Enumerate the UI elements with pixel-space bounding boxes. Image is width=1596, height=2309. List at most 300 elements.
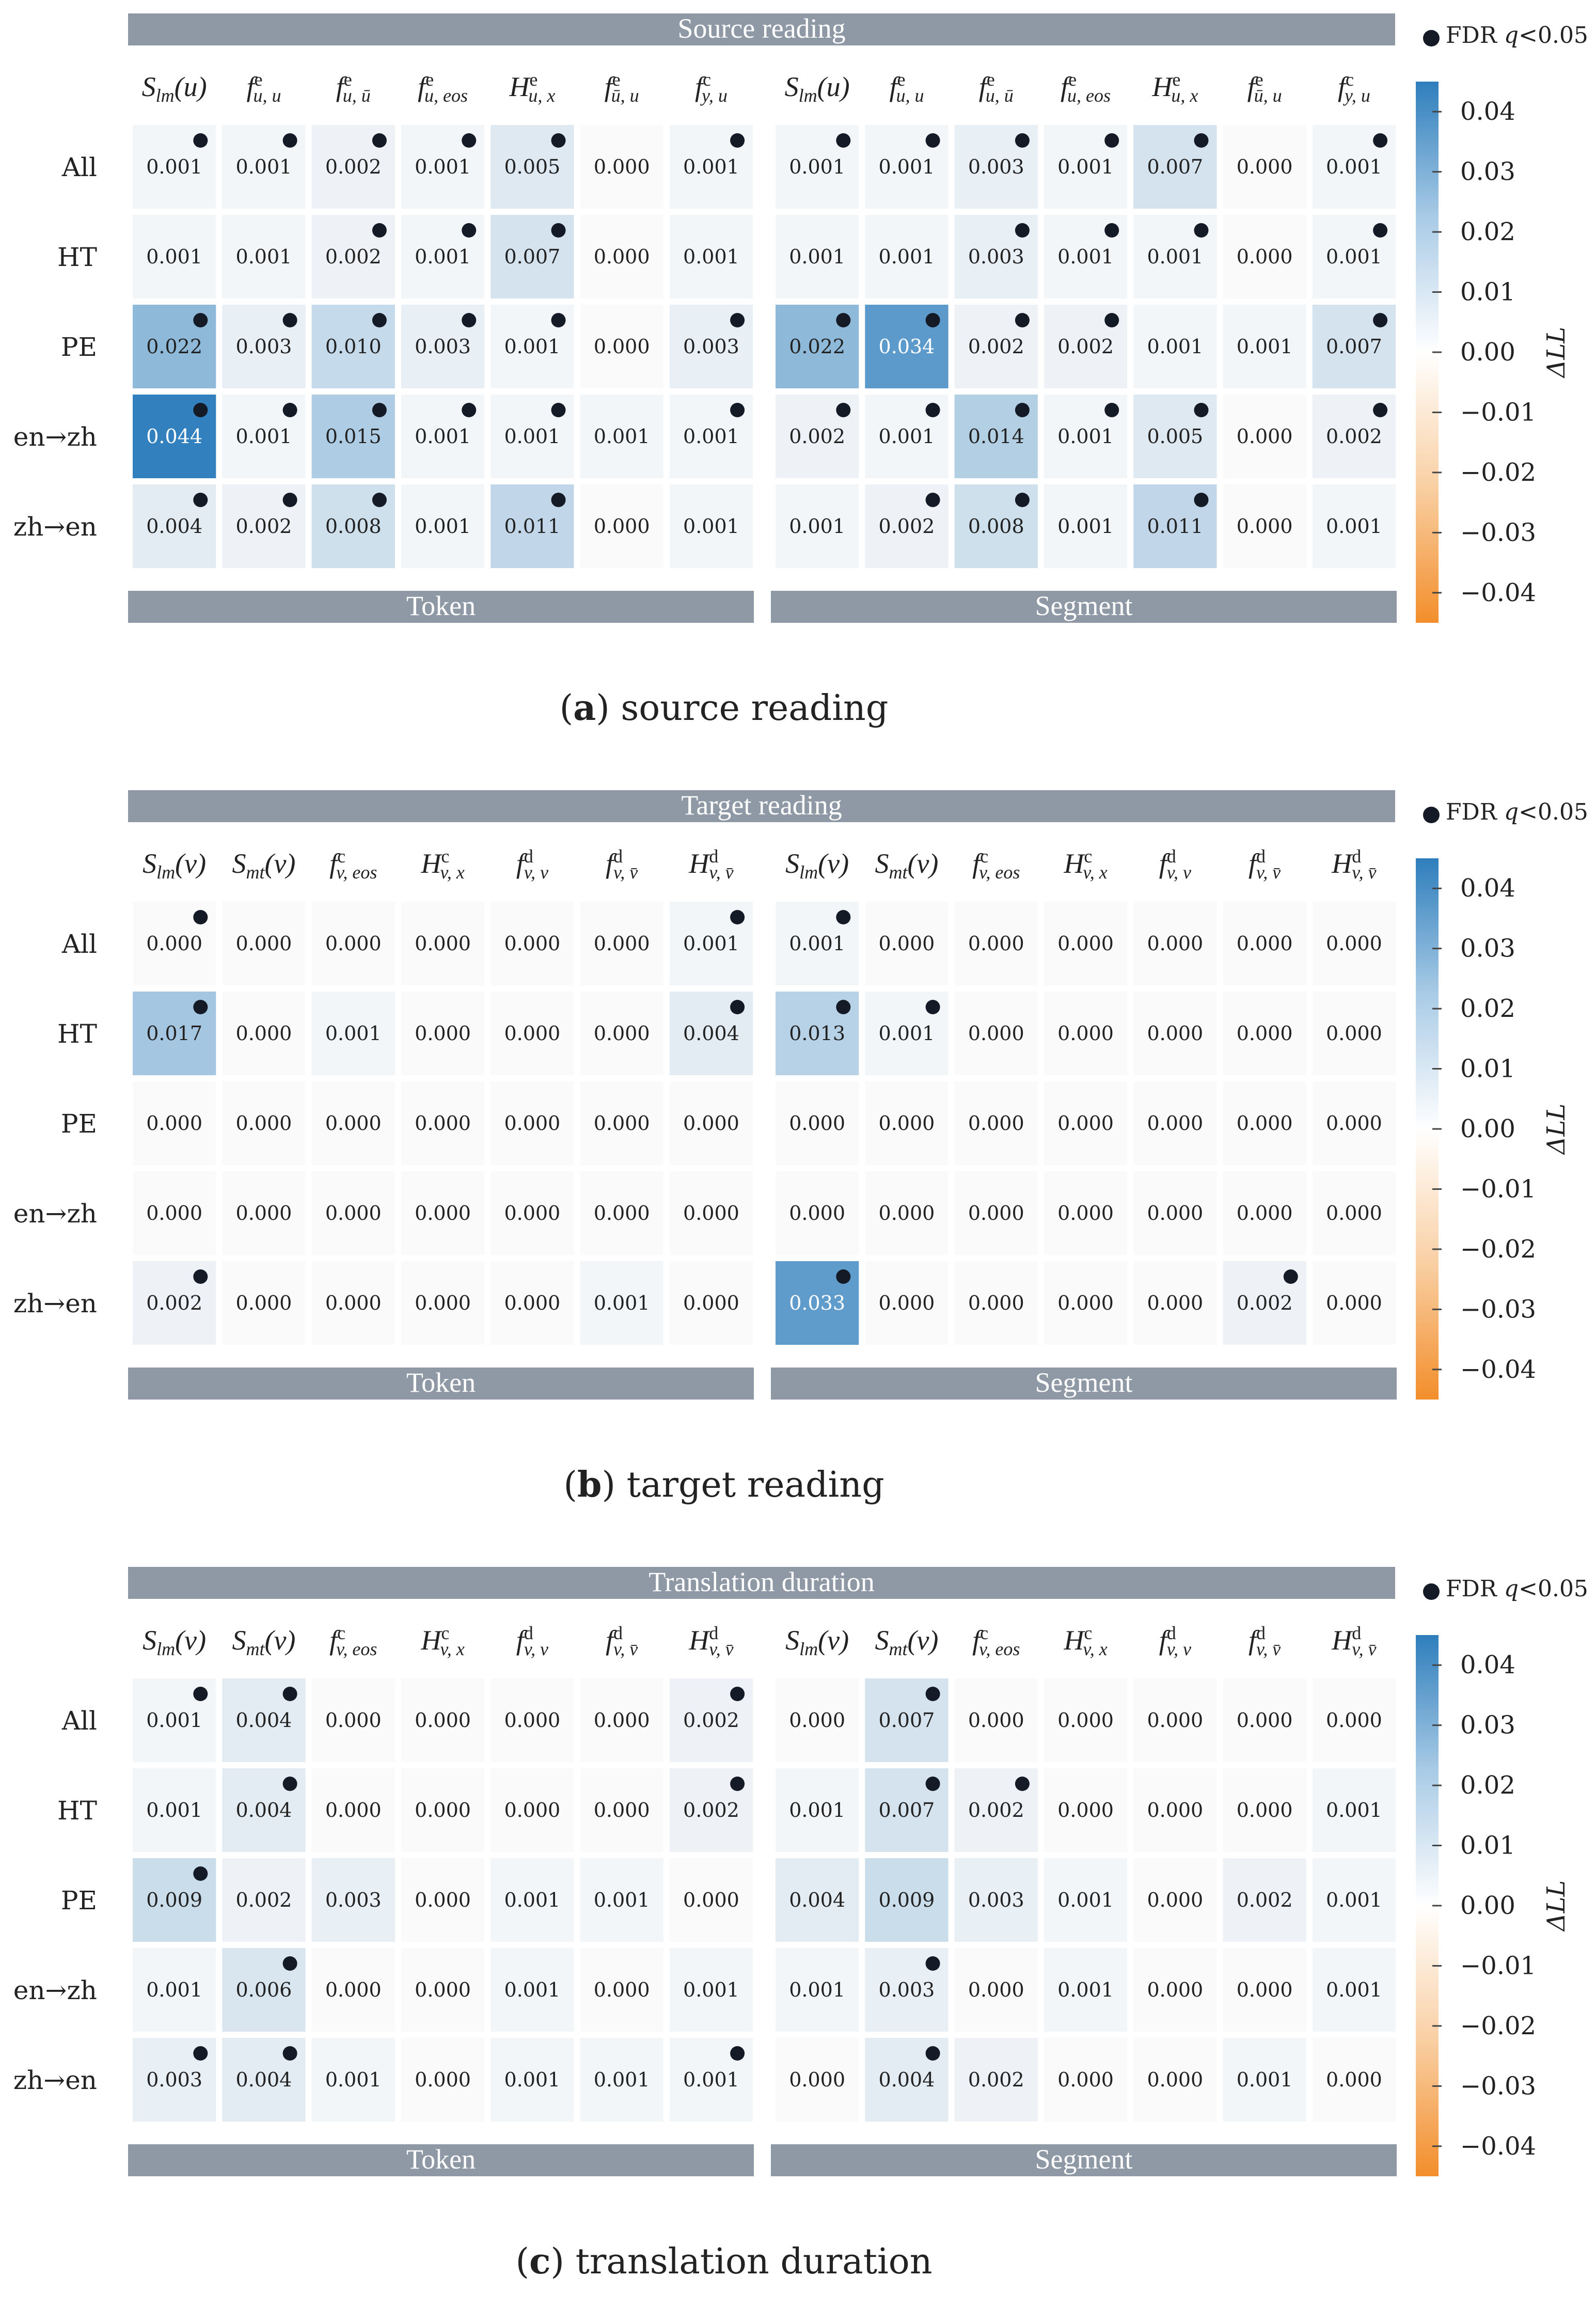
col-sub: y, u	[701, 85, 728, 106]
column-header	[605, 69, 639, 106]
cell-value: 0.001	[1147, 245, 1204, 268]
column-header	[1338, 69, 1370, 106]
cell-value: 0.007	[1147, 155, 1204, 178]
cell-value: 0.001	[1326, 1978, 1382, 2001]
column-header	[1063, 846, 1107, 883]
col-main: H	[1332, 1625, 1352, 1656]
cell-value: 0.002	[325, 245, 382, 268]
panel-a	[13, 13, 1588, 729]
col-sub: v, x	[440, 1638, 465, 1659]
cell-value: 0.000	[235, 932, 292, 955]
cell-value: 0.000	[325, 1799, 382, 1821]
row-label: zh→en	[13, 2065, 97, 2095]
legend-q: q	[1504, 799, 1519, 825]
cell-value: 0.000	[593, 1978, 650, 2001]
significance-legend-label	[1446, 1576, 1588, 1602]
column-header	[336, 69, 371, 106]
col-sub: mt	[889, 1638, 908, 1659]
significance-dot	[836, 910, 850, 924]
legend-threshold: <0.05	[1519, 1576, 1588, 1602]
column-header	[1159, 1623, 1191, 1659]
col-sub: mt	[246, 861, 265, 883]
significance-dot	[372, 133, 387, 148]
column-header	[420, 1623, 464, 1659]
cell-value: 0.001	[1326, 1799, 1382, 1821]
significance-dot	[1194, 493, 1209, 507]
cell-value: 0.001	[1326, 515, 1382, 538]
cell-value: 0.000	[789, 2068, 846, 2091]
cell-value: 0.000	[415, 1799, 471, 1821]
cell-value: 0.000	[1057, 1112, 1114, 1135]
caption-open: (	[559, 688, 574, 729]
significance-dot	[1015, 133, 1030, 148]
col-main: f	[1248, 1625, 1257, 1656]
col-main: H	[689, 848, 709, 879]
cell-value: 0.010	[325, 335, 382, 358]
cell-value: 0.000	[1236, 245, 1293, 268]
col-sup: e	[425, 69, 434, 90]
column-header	[695, 69, 728, 106]
cell-value: 0.000	[593, 1022, 650, 1045]
column-header	[606, 1623, 638, 1659]
col-main: S	[785, 1625, 800, 1656]
col-main: S	[784, 71, 799, 102]
significance-dot	[551, 133, 566, 148]
cell-value: 0.004	[878, 2068, 935, 2091]
cell-value: 0.002	[683, 1799, 739, 1821]
column-header	[606, 846, 638, 883]
legend-fdr: FDR	[1446, 799, 1504, 825]
cell-value: 0.008	[968, 515, 1024, 538]
col-sub: v, v	[524, 861, 549, 883]
significance-dot	[372, 223, 387, 238]
cell-value: 0.000	[415, 1022, 471, 1045]
cell-value: 0.001	[415, 515, 471, 538]
significance-dot	[730, 910, 745, 924]
cell-value: 0.000	[968, 932, 1024, 955]
cell-value: 0.000	[1057, 1799, 1114, 1821]
group-label: Token	[406, 590, 476, 621]
cell-value: 0.000	[325, 1709, 382, 1732]
significance-dot	[283, 1687, 297, 1701]
col-sub: u, ū	[985, 85, 1014, 106]
caption-close: )	[596, 688, 621, 729]
cell-value: 0.000	[1236, 1799, 1293, 1821]
cell-value: 0.001	[146, 1799, 203, 1821]
col-sub: v, v	[1166, 1638, 1192, 1659]
cell-value: 0.000	[1147, 1112, 1204, 1135]
col-sup: e	[343, 69, 352, 90]
column-header	[232, 848, 295, 883]
colorbar-tick-label: 0.03	[1460, 934, 1515, 963]
cell-value: 0.001	[146, 155, 203, 178]
colorbar-tick-label: 0.04	[1460, 1651, 1515, 1680]
significance-dot	[1015, 223, 1030, 238]
col-sup: c	[441, 846, 450, 867]
cell-value: 0.001	[878, 155, 935, 178]
colorbar-tick-label: −0.03	[1460, 2071, 1537, 2101]
cell-value: 0.007	[878, 1709, 935, 1732]
significance-dot	[193, 403, 208, 417]
significance-dot	[283, 493, 297, 507]
col-main: S	[143, 848, 157, 879]
cell-value: 0.001	[683, 155, 739, 178]
legend-q: q	[1504, 1576, 1519, 1602]
col-sup: d	[524, 1623, 533, 1644]
column-header	[246, 69, 281, 106]
cell-value: 0.001	[789, 1799, 846, 1821]
significance-dot	[462, 403, 476, 417]
cell-value: 0.000	[593, 1202, 650, 1224]
colorbar-tick-label: 0.02	[1460, 994, 1515, 1024]
legend-threshold: <0.05	[1519, 22, 1588, 49]
cell-value: 0.001	[504, 1889, 561, 1911]
col-sub: v, v̄	[709, 1638, 734, 1659]
column-header	[1061, 69, 1111, 106]
panel-title: Translation duration	[649, 1566, 875, 1597]
cell-value: 0.001	[415, 425, 471, 448]
colorbar-tick-label: −0.04	[1460, 1355, 1537, 1384]
significance-dot	[836, 133, 850, 148]
cell-value: 0.004	[789, 1889, 846, 1911]
cell-value: 0.002	[789, 425, 846, 448]
column-header	[972, 1623, 1020, 1659]
cell-value: 0.000	[593, 515, 650, 538]
cell-value: 0.003	[878, 1978, 935, 2001]
cell-value: 0.034	[878, 335, 935, 358]
cell-value: 0.002	[1326, 425, 1382, 448]
cell-value: 0.000	[789, 1202, 846, 1224]
col-main: S	[875, 848, 889, 879]
colorbar-tick-label: 0.03	[1460, 1710, 1515, 1740]
cell-value: 0.000	[415, 2068, 471, 2091]
colorbar-tick-label: 0.00	[1460, 1891, 1515, 1920]
col-sub: lm	[799, 861, 818, 883]
significance-dot	[1015, 403, 1030, 417]
col-main: f	[1159, 1625, 1167, 1656]
cell-value: 0.001	[146, 245, 203, 268]
cell-value: 0.000	[1147, 2068, 1204, 2091]
significance-dot	[730, 313, 745, 327]
cell-value: 0.001	[683, 932, 739, 955]
significance-dot	[926, 1000, 940, 1014]
column-header	[418, 69, 468, 106]
cell-value: 0.002	[235, 515, 292, 538]
column-header	[329, 1623, 377, 1659]
col-sub: v, eos	[979, 1638, 1020, 1659]
col-main: H	[421, 1625, 441, 1656]
col-arg: (v)	[907, 848, 939, 879]
col-main: f	[1248, 848, 1257, 879]
cell-value: 0.000	[1236, 1112, 1293, 1135]
cell-value: 0.000	[415, 1978, 471, 2001]
col-main: H	[1152, 71, 1173, 102]
cell-value: 0.002	[968, 2068, 1024, 2091]
col-sub: v, x	[1083, 1638, 1108, 1659]
col-main: f	[246, 71, 255, 102]
cell-value: 0.007	[1326, 335, 1382, 358]
significance-dot	[926, 1777, 940, 1791]
col-sub: v, v̄	[1352, 1638, 1377, 1659]
significance-dot	[1194, 133, 1209, 148]
cell-value: 0.001	[1236, 2068, 1293, 2091]
significance-dot	[462, 223, 476, 238]
cell-value: 0.000	[1057, 1292, 1114, 1314]
cell-value: 0.001	[1326, 245, 1382, 268]
column-header	[785, 848, 849, 883]
cell-value: 0.001	[146, 1709, 203, 1732]
row-label: PE	[60, 1109, 97, 1139]
colorbar-tick-label: 0.02	[1460, 217, 1515, 247]
cell-value: 0.001	[683, 515, 739, 538]
colorbar-tick-label: −0.03	[1460, 1295, 1537, 1324]
col-sub: ū, u	[611, 85, 639, 106]
cell-value: 0.001	[683, 2068, 739, 2091]
cell-value: 0.000	[415, 1292, 471, 1314]
col-main: f	[972, 1625, 981, 1656]
cell-value: 0.002	[146, 1292, 203, 1314]
cell-value: 0.000	[593, 245, 650, 268]
cell-value: 0.000	[1326, 1202, 1382, 1224]
cell-value: 0.004	[146, 515, 203, 538]
column-header	[509, 69, 555, 106]
cell-value: 0.001	[1057, 1978, 1114, 2001]
col-sup: d	[524, 846, 533, 867]
cell-value: 0.044	[146, 425, 203, 448]
significance-dot	[836, 313, 850, 327]
column-header	[143, 1625, 206, 1659]
cell-value: 0.000	[683, 1202, 739, 1224]
col-sub: v, v̄	[613, 861, 638, 883]
cell-value: 0.000	[504, 1022, 561, 1045]
cell-value: 0.001	[593, 425, 650, 448]
significance-dot	[1104, 133, 1119, 148]
cell-value: 0.003	[968, 1889, 1024, 1911]
caption-open: (	[563, 1465, 577, 1505]
colorbar-tick-label: −0.01	[1460, 1951, 1537, 1981]
col-main: H	[1064, 1625, 1084, 1656]
group-label: Token	[406, 1367, 476, 1398]
col-sub: lm	[798, 85, 817, 106]
cell-value: 0.000	[325, 1978, 382, 2001]
significance-dot	[462, 133, 476, 148]
significance-dot	[1373, 403, 1387, 417]
row-label: HT	[57, 1796, 97, 1826]
colorbar-tick-label: −0.01	[1460, 398, 1537, 427]
cell-value: 0.000	[235, 1022, 292, 1045]
cell-value: 0.000	[593, 335, 650, 358]
column-header	[232, 1625, 295, 1659]
col-sub: v, v̄	[613, 1638, 638, 1659]
significance-dot	[372, 313, 387, 327]
col-sub: v, eos	[336, 861, 377, 883]
group-label: Segment	[1035, 1367, 1133, 1398]
cell-value: 0.001	[683, 1978, 739, 2001]
cell-value: 0.000	[789, 1112, 846, 1135]
caption-close: )	[602, 1465, 627, 1505]
cell-value: 0.000	[504, 1799, 561, 1821]
significance-dot	[836, 1269, 850, 1284]
col-arg: (v)	[175, 848, 207, 879]
cell-value: 0.000	[1236, 155, 1293, 178]
cell-value: 0.022	[789, 335, 846, 358]
cell-value: 0.008	[325, 515, 382, 538]
col-sup: c	[337, 1623, 346, 1644]
cell-value: 0.001	[1326, 155, 1382, 178]
significance-legend-dot	[1423, 30, 1440, 46]
panel-caption	[515, 2241, 932, 2282]
significance-dot	[283, 2046, 297, 2061]
col-sup: c	[980, 846, 989, 867]
column-header	[142, 71, 207, 106]
cell-value: 0.000	[1147, 1292, 1204, 1314]
cell-value: 0.000	[878, 1292, 935, 1314]
col-sub: ū, u	[1254, 85, 1282, 106]
colorbar-tick-label: −0.04	[1460, 2131, 1537, 2161]
cell-value: 0.000	[146, 1112, 203, 1135]
col-sub: u, x	[1171, 85, 1198, 106]
col-sup: d	[1256, 846, 1266, 867]
cell-value: 0.001	[504, 2068, 561, 2091]
col-sub: v, eos	[336, 1638, 377, 1659]
col-main: f	[978, 71, 987, 102]
col-sup: d	[709, 1623, 719, 1644]
cell-value: 0.000	[235, 1202, 292, 1224]
col-main: H	[509, 71, 530, 102]
cell-value: 0.000	[593, 1709, 650, 1732]
significance-dot	[193, 1866, 208, 1881]
cell-value: 0.000	[1236, 425, 1293, 448]
colorbar-label: ΔLL	[1542, 326, 1571, 378]
significance-dot	[551, 493, 566, 507]
cell-value: 0.002	[235, 1889, 292, 1911]
significance-dot	[193, 1687, 208, 1701]
cell-value: 0.000	[1147, 1889, 1204, 1911]
col-main: f	[1061, 71, 1069, 102]
col-arg: (v)	[818, 848, 849, 879]
col-sup: e	[1068, 69, 1077, 90]
cell-value: 0.000	[1236, 1709, 1293, 1732]
significance-dot	[1104, 223, 1119, 238]
row-label: HT	[57, 242, 97, 272]
colorbar-tick-label: 0.03	[1460, 157, 1515, 186]
cell-value: 0.000	[968, 1978, 1024, 2001]
cell-value: 0.002	[968, 335, 1024, 358]
cell-value: 0.000	[1057, 2068, 1114, 2091]
cell-value: 0.000	[1236, 515, 1293, 538]
cell-value: 0.001	[235, 425, 292, 448]
col-main: S	[143, 1625, 157, 1656]
significance-dot	[372, 493, 387, 507]
significance-dot	[926, 313, 940, 327]
cell-value: 0.000	[683, 1112, 739, 1135]
cell-value: 0.007	[504, 245, 561, 268]
cell-value: 0.015	[325, 425, 382, 448]
cell-value: 0.000	[504, 1202, 561, 1224]
column-header	[1247, 69, 1282, 106]
cell-value: 0.000	[878, 1112, 935, 1135]
cell-value: 0.001	[504, 425, 561, 448]
cell-value: 0.000	[325, 1202, 382, 1224]
cell-value: 0.000	[415, 1202, 471, 1224]
cell-value: 0.000	[593, 1799, 650, 1821]
cell-value: 0.000	[325, 932, 382, 955]
col-sub: v, v̄	[1352, 861, 1377, 883]
significance-dot	[551, 223, 566, 238]
cell-value: 0.009	[146, 1889, 203, 1911]
cell-value: 0.006	[235, 1978, 292, 2001]
panel-b	[13, 790, 1588, 1505]
significance-dot	[193, 2046, 208, 2061]
cell-value: 0.001	[789, 155, 846, 178]
col-main: f	[516, 1625, 524, 1656]
significance-dot	[1104, 403, 1119, 417]
cell-value: 0.000	[235, 1292, 292, 1314]
significance-dot	[193, 493, 208, 507]
col-main: f	[972, 848, 981, 879]
row-label: HT	[57, 1019, 97, 1049]
cell-value: 0.000	[683, 1292, 739, 1314]
column-header	[785, 1625, 849, 1659]
col-main: f	[1337, 71, 1346, 102]
cell-value: 0.002	[1236, 1292, 1293, 1314]
significance-dot	[283, 313, 297, 327]
caption-text: source reading	[621, 688, 889, 729]
colorbar-tick-label: 0.01	[1460, 277, 1515, 307]
cell-value: 0.001	[504, 335, 561, 358]
col-sub: lm	[156, 861, 176, 883]
cell-value: 0.000	[1057, 932, 1114, 955]
row-label: zh→en	[13, 1289, 97, 1318]
significance-dot	[193, 133, 208, 148]
col-sub: u, eos	[424, 85, 468, 106]
col-main: S	[141, 71, 156, 102]
col-sub: v, eos	[979, 861, 1020, 883]
cell-value: 0.000	[1147, 932, 1204, 955]
significance-dot	[551, 313, 566, 327]
significance-dot	[926, 1956, 940, 1971]
col-arg: (v)	[175, 1625, 207, 1656]
group-label: Segment	[1035, 590, 1133, 621]
significance-legend-dot	[1423, 1583, 1440, 1600]
column-header	[889, 69, 924, 106]
colorbar-tick-label: 0.00	[1460, 338, 1515, 367]
significance-legend-label	[1446, 799, 1588, 825]
cell-value: 0.017	[146, 1022, 203, 1045]
caption-letter: b	[577, 1464, 602, 1505]
col-sup: e	[986, 69, 995, 90]
column-header	[688, 1623, 733, 1659]
cell-value: 0.000	[415, 1889, 471, 1911]
col-sup: e	[1255, 69, 1263, 90]
colorbar-tick-label: 0.04	[1460, 97, 1515, 127]
colorbar-tick-label: 0.01	[1460, 1054, 1515, 1083]
col-main: f	[605, 848, 614, 879]
cell-value: 0.000	[593, 155, 650, 178]
column-header	[875, 1625, 938, 1659]
legend-threshold: <0.05	[1519, 799, 1588, 825]
cell-value: 0.001	[235, 245, 292, 268]
significance-dot	[1015, 1777, 1030, 1791]
cell-value: 0.000	[593, 932, 650, 955]
caption-open: (	[515, 2241, 529, 2282]
col-sup: c	[1084, 1623, 1093, 1644]
col-main: f	[604, 71, 612, 102]
cell-value: 0.001	[1236, 335, 1293, 358]
col-sup: d	[1352, 846, 1362, 867]
col-sub: y, u	[1344, 85, 1370, 106]
cell-value: 0.000	[968, 1202, 1024, 1224]
